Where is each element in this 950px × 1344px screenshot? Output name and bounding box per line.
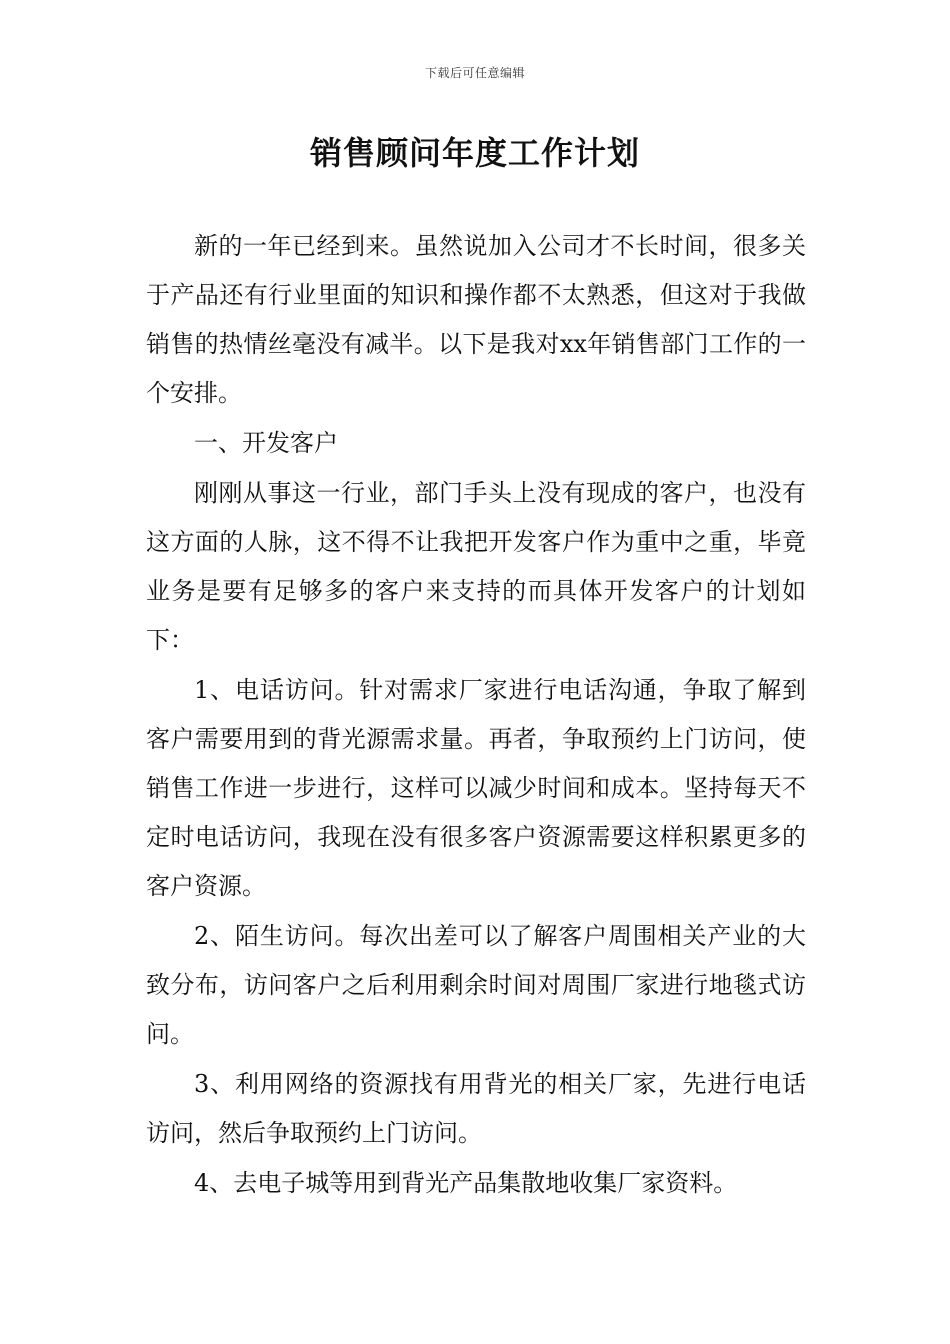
document-body: [146, 222, 806, 1209]
list-item: 1、电话访问。针对需求厂家进行电话沟通，争取了解到客户需要用到的背光源需求量。再者，争取预约上门访问，使销售工作进一步进行，这样可以减少时间和成本。坚持每天不定时电话访问，我现在没有很多客户资源需要这样积累更多的客户资源。: [146, 676, 806, 900]
list-item: 3、利用网络的资源找有用背光的相关厂家，先进行电话访问，然后争取预约上门访问。: [146, 1070, 806, 1147]
section-heading: 一、开发客户: [194, 429, 338, 457]
list-item: 4、去电子城等用到背光产品集散地收集厂家资料。: [194, 1169, 738, 1197]
header-note: 下载后可任意编辑: [424, 66, 525, 80]
list-item: 2、陌生访问。每次出差可以了解客户周围相关产业的大致分布，访问客户之后利用剩余时间对周围厂家进行地毯式访问。: [146, 922, 806, 1048]
paragraph: 刚刚从事这一行业，部门手头上没有现成的客户，也没有这方面的人脉，这不得不让我把开发客户作为重中之重，毕竟业务是要有足够多的客户来支持的而具体开发客户的计划如下：: [146, 479, 806, 654]
document-title: 销售顾问年度工作计划: [309, 134, 640, 172]
paragraph-intro: 新的一年已经到来。虽然说加入公司才不长时间，很多关于产品还有行业里面的知识和操作都不太熟悉，但这对于我做销售的热情丝毫没有减半。以下是我对xx年销售部门工作的一个安排。: [146, 232, 806, 407]
